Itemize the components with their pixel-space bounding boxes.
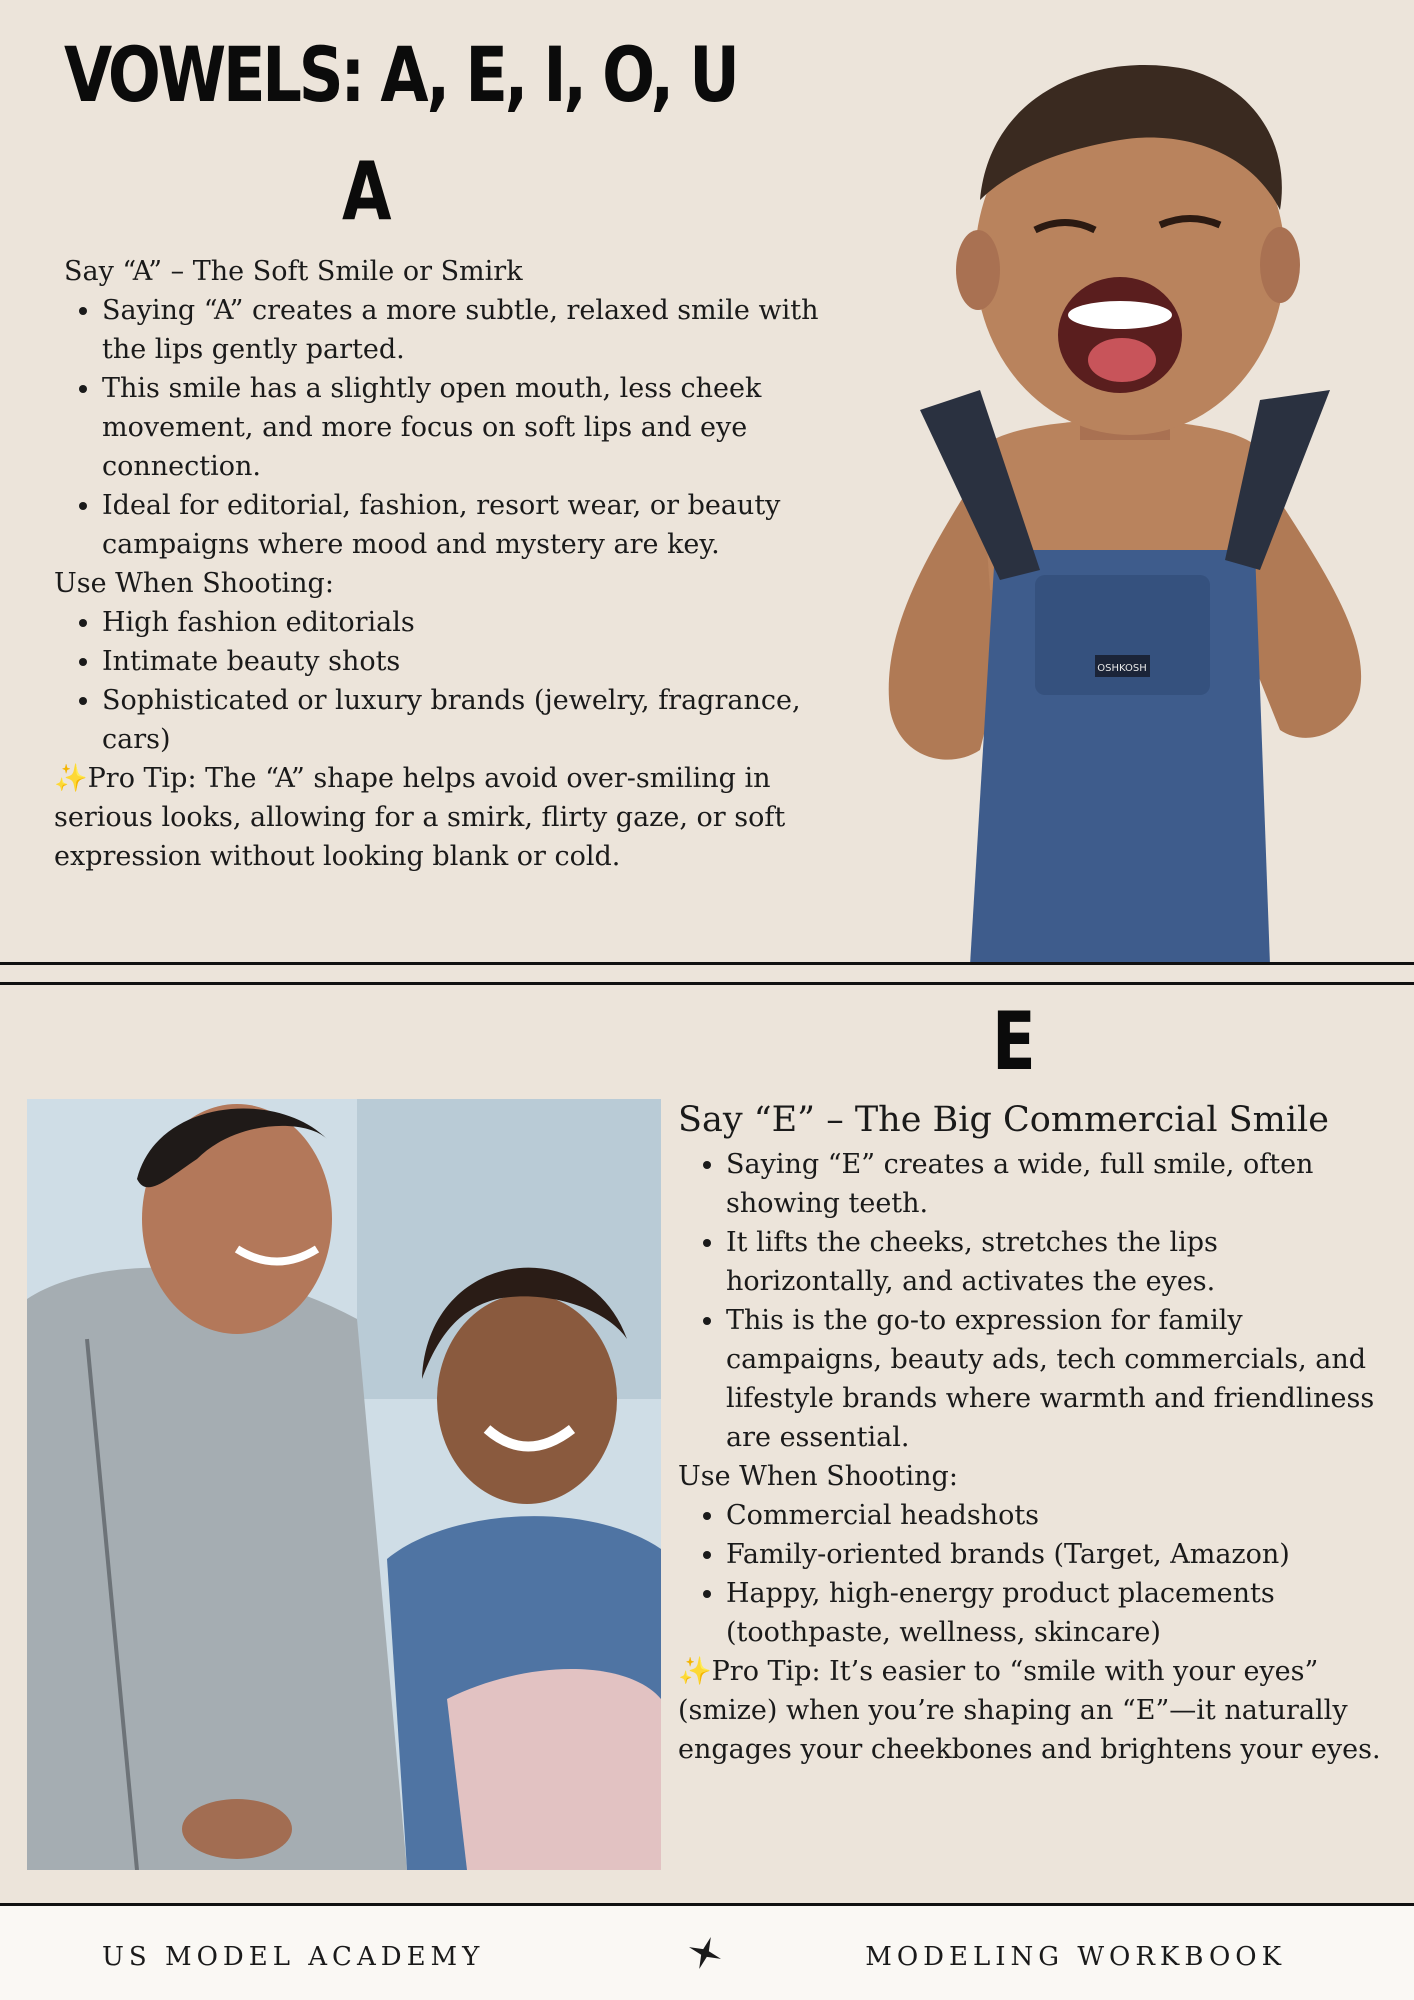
section-a-pro-tip-text: Pro Tip: The “A” shape helps avoid over-smiling in serious looks, allowing for a smirk, flirty gaze, or soft expression without looking blank or cold. <box>54 763 786 872</box>
father-son-laughing-photo <box>27 1099 661 1870</box>
list-item: • This is the go-to expression for family campaigns, beauty ads, tech commercials, and lifestyle brands where warmth and friendliness are essential. <box>726 1301 1388 1457</box>
list-item: • Ideal for editorial, fashion, resort wear, or beauty campaigns where mood and mystery are key. <box>102 486 844 564</box>
section-a-heading: Say “A” – The Soft Smile or Smirk <box>64 256 523 287</box>
section-e-use-when-list <box>678 1496 1388 1652</box>
sparkle-icon: ✨ <box>54 763 88 794</box>
section-a-pro-tip <box>54 759 844 876</box>
overalls-label: OSHKOSH <box>1097 663 1147 674</box>
list-item: • Saying “A” creates a more subtle, relaxed smile with the lips gently parted. <box>102 291 844 369</box>
list-item: • This smile has a slightly open mouth, less cheek movement, and more focus on soft lips and eye connection. <box>102 369 844 486</box>
section-e-use-when-label: Use When Shooting: <box>678 1461 958 1492</box>
list-item: • Saying “E” creates a wide, full smile, often showing teeth. <box>726 1145 1388 1223</box>
list-item: • High fashion editorials <box>102 603 844 642</box>
list-item: • Intimate beauty shots <box>102 642 844 681</box>
child-overalls-photo <box>860 30 1380 965</box>
section-divider <box>0 962 1414 965</box>
list-item: • Happy, high-energy product placements (toothpaste, wellness, skincare) <box>726 1574 1388 1652</box>
sparkle-icon: ✨ <box>678 1656 712 1687</box>
section-e-letter: E <box>992 995 1036 1088</box>
section-e-text <box>678 1095 1388 1769</box>
section-a-use-when-label: Use When Shooting: <box>54 568 334 599</box>
section-divider <box>0 982 1414 985</box>
section-a-bullets <box>54 291 844 564</box>
section-e-pro-tip-text: Pro Tip: It’s easier to “smile with your eyes” (smize) when you’re shaping an “E”—it naturally engages your cheekbones and brightens your eyes. <box>678 1656 1381 1765</box>
list-item: • It lifts the cheeks, stretches the lips horizontally, and activates the eyes. <box>726 1223 1388 1301</box>
section-e-pro-tip <box>678 1652 1388 1769</box>
section-a-text <box>54 252 844 876</box>
four-point-star-icon <box>688 1936 722 1970</box>
section-a-use-when-list <box>54 603 844 759</box>
page-title: VOWELS: A, E, I, O, U <box>64 30 737 119</box>
footer-workbook: MODELING WORKBOOK <box>865 1942 1286 1972</box>
list-item: • Sophisticated or luxury brands (jewelry, fragrance, cars) <box>102 681 844 759</box>
footer-brand: US MODEL ACADEMY <box>102 1942 485 1972</box>
section-a-letter: A <box>342 145 392 238</box>
list-item: • Family-oriented brands (Target, Amazon) <box>726 1535 1388 1574</box>
section-e-heading: Say “E” – The Big Commercial Smile <box>678 1100 1329 1140</box>
footer <box>0 1906 1414 2000</box>
list-item: • Commercial headshots <box>726 1496 1388 1535</box>
section-e-bullets <box>678 1145 1388 1457</box>
